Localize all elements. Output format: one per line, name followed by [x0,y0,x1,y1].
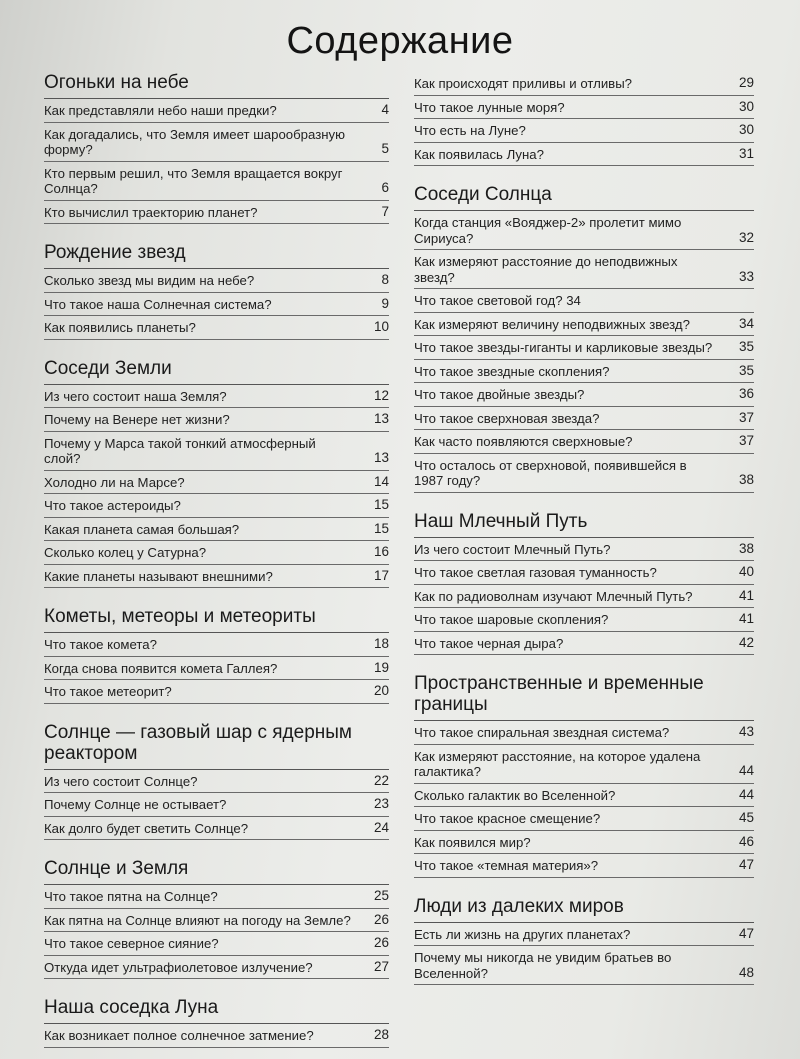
entry-question: Из чего состоит Солнце? [44,773,198,789]
entry-page-number: 28 [373,1027,389,1042]
toc-entry [414,336,754,360]
entry-page-number: 36 [738,386,754,401]
toc-entry [44,293,389,317]
entry-page-number: 16 [373,544,389,559]
entry-page-number: 19 [373,659,389,675]
toc-entry [414,807,754,831]
entry-question: Как измеряют величину неподвижных звезд? [414,316,690,332]
section-heading: Огоньки на небе [44,72,389,99]
toc-entry [44,932,389,956]
toc-section [414,184,754,493]
section-heading: Наш Млечный Путь [414,511,754,538]
entry-question: Что есть на Луне? [414,123,526,138]
entry-question: Что такое «темная материя»? [414,858,599,873]
toc-column-right [414,72,754,985]
section-heading: Рождение звезд [44,242,389,269]
entry-question: Откуда идет ультрафиолетовое излучение? [44,959,313,975]
entry-question: Что такое двойные звезды? [414,387,585,402]
entry-page-number: 7 [381,203,389,219]
entry-question: Что такое шаровые скопления? [414,612,609,627]
entry-page-number: 31 [738,145,754,161]
entry-question: Что такое спиральная звездная система? [414,725,670,740]
entry-question: Что такое красное смещение? [414,811,601,826]
toc-entry [414,407,754,431]
toc-entry [44,494,389,518]
toc-entry [414,383,754,407]
toc-entry [44,541,389,565]
entry-page-number: 13 [373,411,389,426]
entry-question: Холодно ли на Марсе? [44,474,185,490]
entry-question: Что такое звездные скопления? [414,363,610,379]
entry-question: Из чего состоит Млечный Путь? [414,541,611,557]
toc-entry [414,454,754,493]
toc-entry [44,793,389,817]
toc-entry [44,316,389,340]
toc-entry [44,885,389,909]
toc-entry [414,72,754,96]
entry-question: Как часто появляются сверхновые? [414,434,633,449]
toc-column-left [44,72,389,1048]
entry-page-number: 42 [738,634,754,650]
toc-section [44,858,389,979]
entry-page-number: 5 [381,141,389,156]
section-heading: Соседи Земли [44,358,389,385]
toc-entry [44,657,389,681]
entry-page-number: 48 [738,964,754,980]
entry-question: Сколько звезд мы видим на небе? [44,273,255,288]
entry-page-number: 27 [373,958,389,974]
section-heading: Солнце — газовый шар с ядерным реактором [44,722,389,770]
entry-page-number: 32 [738,229,754,245]
toc-section [414,511,754,656]
entry-question: Почему у Марса такой тонкий атмосферный слой? [44,435,316,466]
section-heading: Наша соседка Луна [44,997,389,1024]
toc-section [44,358,389,589]
entry-question: Почему мы никогда не увидим братьев во Вселенной? [414,950,672,981]
entry-page-number: 9 [381,295,389,311]
toc-entry [44,201,389,225]
entry-question: Когда снова появится комета Галлея? [44,660,278,676]
toc-entry [414,538,754,562]
toc-entry [414,430,754,454]
entry-question: Что такое черная дыра? [414,635,564,651]
entry-question: Как возникает полное солнечное затмение? [44,1028,314,1043]
entry-page-number: 6 [381,180,389,195]
toc-entry [44,385,389,409]
entry-page-number: 22 [373,772,389,788]
toc-section [44,997,389,1048]
toc-entry [44,956,389,980]
entry-question: Что такое лунные моря? [414,99,565,115]
entry-page-number: 25 [373,888,389,903]
toc-entry [44,471,389,495]
entry-page-number: 15 [373,520,389,536]
entry-page-number: 45 [738,810,754,825]
entry-question: Почему Солнце не остывает? [44,797,227,812]
toc-entry [414,143,754,167]
entry-question: Как появился мир? [414,834,531,850]
entry-question: Как появилась Луна? [414,146,544,162]
toc-entry [44,99,389,123]
entry-page-number: 8 [381,272,389,287]
toc-entry [414,250,754,289]
section-heading: Соседи Солнца [414,184,754,211]
section-heading: Пространственные и временные границы [414,673,754,721]
toc-entry [414,313,754,337]
entry-page-number: 35 [738,339,754,354]
entry-page-number: 20 [373,683,389,698]
entry-question: Что такое северное сияние? [44,936,219,951]
entry-page-number: 46 [738,833,754,849]
entry-page-number: 38 [738,540,754,556]
toc-entry [44,1024,389,1048]
entry-page-number: 30 [738,98,754,114]
toc-entry [44,408,389,432]
entry-question: Из чего состоит наша Земля? [44,388,227,404]
entry-question: Что такое сверхновая звезда? [414,410,600,426]
entry-question: Что такое звезды-гиганты и карликовые звезды? [414,340,713,355]
entry-question: Сколько галактик во Вселенной? [414,787,616,803]
entry-question: Как происходят приливы и отливы? [414,76,633,91]
entry-question: Какие планеты называют внешними? [44,568,273,584]
entry-question: Кто вычислил траекторию планет? [44,204,258,220]
entry-question: Что такое метеорит? [44,684,172,699]
toc-entry [414,745,754,784]
toc-entry [44,162,389,201]
toc-entry [44,432,389,471]
toc-entry [414,923,754,947]
entry-page-number: 37 [738,409,754,425]
toc-entry [44,770,389,794]
entry-page-number: 29 [738,75,754,90]
entry-question: Когда станция «Вояджер-2» пролетит мимо Сириуса? [414,215,682,246]
entry-page-number: 44 [738,786,754,802]
entry-page-number: 12 [373,387,389,403]
entry-page-number: 13 [373,450,389,465]
entry-page-number: 40 [738,564,754,579]
toc-entry [44,817,389,841]
entry-page-number: 23 [373,796,389,811]
toc-entry [44,633,389,657]
entry-question: Что такое наша Солнечная система? [44,296,272,312]
entry-question: Как появились планеты? [44,320,196,335]
entry-question: Как пятна на Солнце влияют на погоду на Земле? [44,912,351,928]
toc-entry [414,608,754,632]
entry-question: Что такое светлая газовая туманность? [414,565,657,580]
entry-question: Как по радиоволнам изучают Млечный Путь? [414,588,693,604]
toc-entry [414,831,754,855]
entry-page-number: 26 [373,935,389,950]
entry-question: Сколько колец у Сатурна? [44,545,207,560]
entry-question: Что такое астероиды? [44,498,181,513]
toc-entry [414,585,754,609]
toc-entry [44,518,389,542]
entry-page-number: 34 [738,315,754,331]
toc-entry [414,632,754,656]
entry-page-number: 35 [738,362,754,378]
entry-page-number: 17 [373,567,389,583]
entry-page-number: 41 [738,611,754,626]
entry-question: Что осталось от сверхновой, появившейся в 1987 году? [414,457,687,488]
entry-question: Что такое световой год? 34 [414,293,581,308]
entry-question: Что такое комета? [44,637,157,652]
entry-page-number: 33 [738,268,754,284]
entry-page-number: 30 [738,122,754,137]
entry-question: Есть ли жизнь на других планетах? [414,926,631,942]
toc-entry [414,784,754,808]
toc-section [44,242,389,340]
entry-page-number: 18 [373,636,389,651]
toc-entry [414,360,754,384]
toc-entry [414,854,754,878]
entry-page-number: 4 [381,102,389,117]
toc-section [414,673,754,878]
section-heading: Солнце и Земля [44,858,389,885]
entry-question: Что такое пятна на Солнце? [44,889,218,904]
entry-question: Как долго будет светить Солнце? [44,820,249,836]
entry-page-number: 47 [738,925,754,941]
toc-entry [44,680,389,704]
entry-question: Почему на Венере нет жизни? [44,412,230,427]
toc-entry [44,565,389,589]
toc-entry [44,909,389,933]
toc-entry [414,96,754,120]
entry-page-number: 10 [373,319,389,334]
entry-page-number: 38 [738,472,754,487]
entry-page-number: 47 [738,857,754,872]
section-heading: Люди из далеких миров [414,896,754,923]
entry-question: Какая планета самая большая? [44,521,240,537]
entry-question: Как измеряют расстояние, на которое удалена галактика? [414,748,701,779]
toc-entry [44,123,389,162]
entry-page-number: 26 [373,911,389,927]
toc-entry [414,289,754,313]
entry-question: Кто первым решил, что Земля вращается вокруг Солнца? [44,165,343,196]
toc-section [414,72,754,166]
toc-section [44,722,389,841]
entry-page-number: 14 [373,473,389,489]
section-heading: Кометы, метеоры и метеориты [44,606,389,633]
entry-question: Как измеряют расстояние до неподвижных звезд? [414,254,678,285]
entry-question: Как представляли небо наши предки? [44,103,277,118]
toc-entry [414,119,754,143]
entry-page-number: 15 [373,497,389,512]
toc-entry [414,946,754,985]
toc-section [44,72,389,224]
toc-entry [414,561,754,585]
toc-entry [414,721,754,745]
entry-page-number: 44 [738,763,754,778]
toc-section [414,896,754,986]
entry-page-number: 37 [738,433,754,448]
entry-page-number: 41 [738,587,754,603]
toc-entry [44,269,389,293]
entry-question: Как догадались, что Земля имеет шарообразную форму? [44,126,346,157]
page-title: Содержание [286,20,514,62]
entry-page-number: 43 [738,724,754,739]
toc-section [44,606,389,704]
toc-entry [414,211,754,250]
entry-page-number: 24 [373,819,389,835]
